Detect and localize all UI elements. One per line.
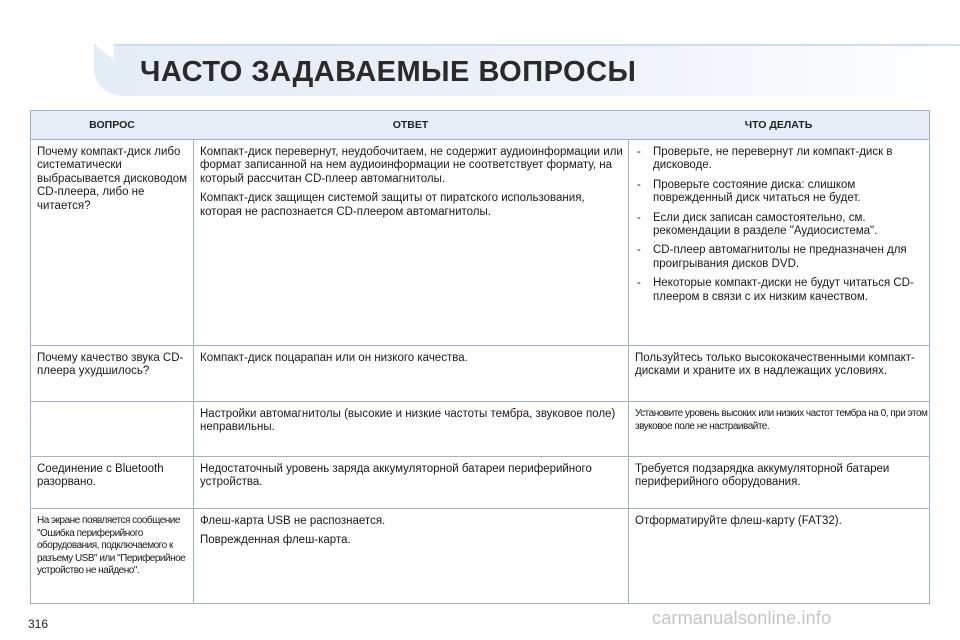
answer-text: Компакт-диск защищен системой защиты от пиратского использования, которая не распознается CD-плеером автомагнитолы. <box>200 192 585 218</box>
question-text: Соединение с Bluetooth разорвано. <box>37 463 164 489</box>
question-cell <box>31 346 193 401</box>
question-cell <box>31 457 193 508</box>
header-question: ВОПРОС <box>89 119 135 131</box>
answer-text: Компакт-диск перевернут, неудобочитаем, не содержит аудиоинформации или формат записанной на нем аудиоинформации не соответствует формату, на который рассчитан CD-плеер автомагнитолы. <box>200 146 623 185</box>
action-text: Пользуйтесь только высококачественными компакт-дисками и храните их в надлежащих условиях. <box>635 352 915 378</box>
table-row <box>30 402 930 457</box>
action-item: - CD-плеер автомагнитолы не предназначен для проигрывания дисков DVD. <box>635 244 929 271</box>
answer-cell <box>193 457 628 508</box>
action-item: - Проверьте состояние диска: слишком поврежденный диск читаться не будет. <box>635 179 929 206</box>
page-number: 316 <box>28 617 49 631</box>
header-answer: ОТВЕТ <box>392 119 429 131</box>
action-text: Установите уровень высоких или низких частот тембра на 0, при этом звуковое поле не настраивайте. <box>635 408 928 432</box>
answer-cell <box>193 140 628 345</box>
watermark: carmanualsonline.info <box>652 608 832 628</box>
question-text: Почему качество звука CD-плеера ухудшилось? <box>37 352 184 378</box>
answer-text: Недостаточный уровень заряда аккумуляторной батареи периферийного устройства. <box>200 463 592 489</box>
answer-cell <box>193 509 628 603</box>
table-row <box>30 457 930 509</box>
question-cell <box>31 509 193 603</box>
action-text: Отформатируйте флеш-карту (FAT32). <box>635 515 842 527</box>
action-list <box>635 146 929 304</box>
table-row <box>30 140 930 346</box>
answer-text: Поврежденная флеш-карта. <box>200 534 351 547</box>
answer-text: Флеш-карта USB не распознается. <box>200 515 386 527</box>
answer-text: Настройки автомагнитолы (высокие и низкие частоты тембра, звуковое поле) неправильны. <box>200 408 616 434</box>
page-title: ЧАСТО ЗАДАВАЕМЫЕ ВОПРОСЫ <box>140 56 637 88</box>
action-item: - Если диск записан самостоятельно, см. рекомендации в разделе "Аудиосистема". <box>635 212 929 239</box>
question-text: На экране появляется сообщение "Ошибка периферийного оборудования, подключаемого к разъему USB" или "Периферийное устройство не найдено". <box>37 515 186 577</box>
action-text: Требуется подзарядка аккумуляторной батареи периферийного оборудования. <box>635 463 890 489</box>
header-action: ЧТО ДЕЛАТЬ <box>744 119 813 131</box>
question-cell <box>31 402 193 456</box>
table-header <box>30 111 930 140</box>
action-cell <box>628 402 929 456</box>
question-text: Почему компакт-диск либо систематически выбрасывается дисководом CD-плеера, либо не читается? <box>37 146 188 212</box>
answer-cell <box>193 346 628 401</box>
question-cell <box>31 140 193 345</box>
table-row <box>30 346 930 402</box>
banner-corner <box>94 44 114 60</box>
table-row <box>30 509 930 604</box>
action-item: - Проверьте, не перевернут ли компакт-диск в дисководе. <box>635 146 929 173</box>
action-item: - Некоторые компакт-диски не будут читаться CD-плеером в связи с их низким качеством. <box>635 277 929 304</box>
action-cell <box>628 509 929 603</box>
action-cell <box>628 346 929 401</box>
action-cell <box>628 457 929 508</box>
faq-table <box>30 110 930 604</box>
answer-text: Компакт-диск поцарапан или он низкого качества. <box>200 352 468 364</box>
action-cell <box>628 140 929 345</box>
answer-cell <box>193 402 628 456</box>
